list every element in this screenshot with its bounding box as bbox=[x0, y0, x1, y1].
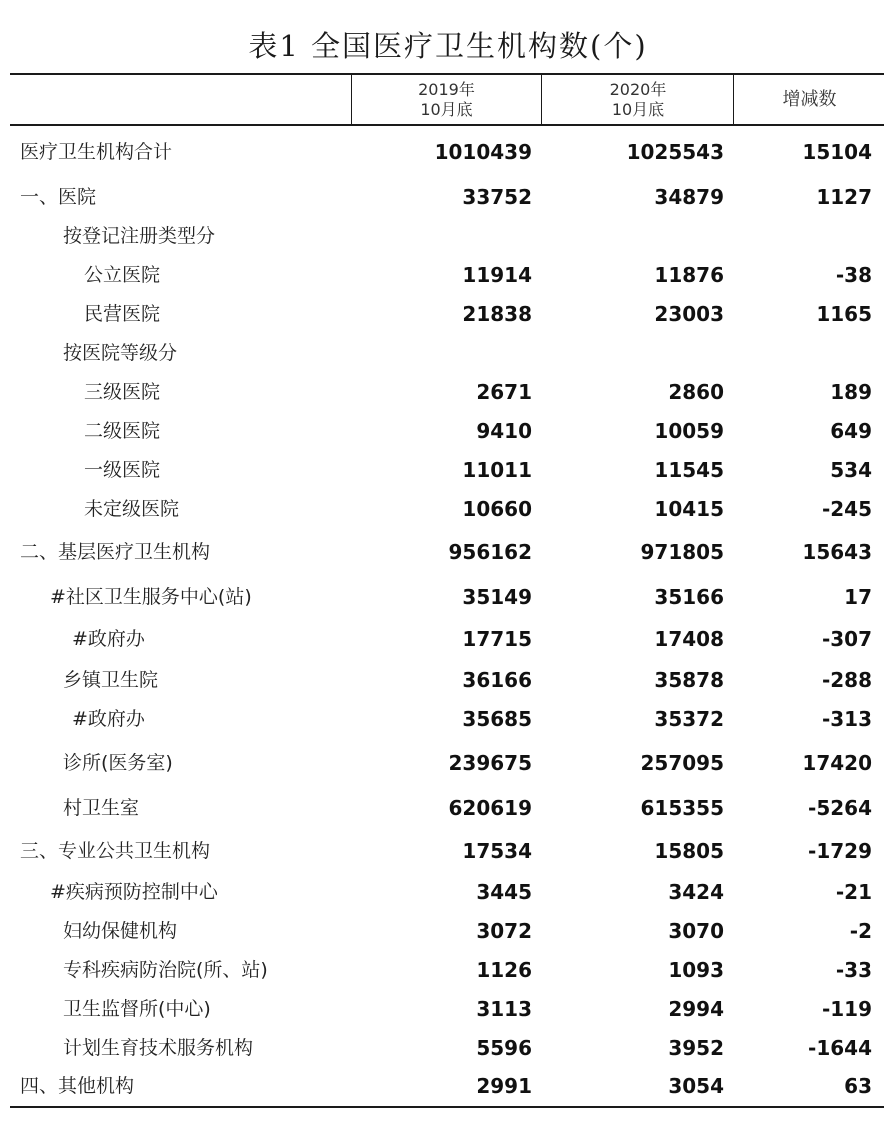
value-2019 bbox=[362, 221, 532, 251]
header-change bbox=[735, 75, 884, 124]
value-2020: 35372 bbox=[654, 707, 724, 731]
table-row bbox=[10, 377, 884, 407]
value-change: -245 bbox=[821, 497, 872, 521]
value-2019: 239675 bbox=[448, 751, 532, 775]
row-label: 村卫生室 bbox=[63, 797, 140, 819]
value-2020: 2860 bbox=[668, 380, 724, 404]
value-2019: 33752 bbox=[462, 185, 532, 209]
value-2019: 5596 bbox=[476, 1036, 532, 1060]
value-2020: 11876 bbox=[654, 263, 724, 287]
row-label: 四、其他机构 bbox=[20, 1075, 135, 1097]
value-change: 534 bbox=[830, 458, 872, 482]
value-change: -21 bbox=[835, 880, 872, 904]
value-change: 15104 bbox=[802, 140, 872, 164]
value-2020: 3054 bbox=[668, 1074, 724, 1098]
value-change: 649 bbox=[830, 419, 872, 443]
value-2020: 17408 bbox=[654, 627, 724, 651]
row-label: 二、基层医疗卫生机构 bbox=[20, 541, 211, 563]
row-label: #政府办 bbox=[72, 708, 145, 730]
value-change: -5264 bbox=[808, 796, 872, 820]
value-2019: 2991 bbox=[476, 1074, 532, 1098]
value-2019: 36166 bbox=[462, 668, 532, 692]
value-2019: 956162 bbox=[448, 540, 532, 564]
row-label: 诊所(医务室) bbox=[63, 752, 173, 774]
row-label: 一、医院 bbox=[20, 186, 97, 208]
value-2020: 1093 bbox=[668, 958, 724, 982]
value-2020: 2994 bbox=[668, 997, 724, 1021]
row-label: 公立医院 bbox=[84, 264, 161, 286]
value-2020 bbox=[554, 338, 724, 368]
table-title: 表1 全国医疗卫生机构数(个) bbox=[248, 29, 648, 63]
value-change: -1644 bbox=[808, 1036, 872, 1060]
table-row bbox=[10, 955, 884, 985]
row-label: #政府办 bbox=[72, 628, 145, 650]
table-row bbox=[10, 494, 884, 524]
header-change-label: 增减数 bbox=[782, 88, 837, 110]
header-2020 bbox=[543, 75, 734, 124]
value-2020: 971805 bbox=[640, 540, 724, 564]
value-change: -33 bbox=[835, 958, 872, 982]
table-row bbox=[10, 1071, 884, 1101]
table-row bbox=[10, 455, 884, 485]
header-2020-year: 2020年 bbox=[609, 79, 667, 99]
value-2019: 35149 bbox=[462, 585, 532, 609]
value-2019: 35685 bbox=[462, 707, 532, 731]
value-2020: 35878 bbox=[654, 668, 724, 692]
value-change: -119 bbox=[821, 997, 872, 1021]
value-change: -313 bbox=[821, 707, 872, 731]
table-row bbox=[10, 137, 884, 167]
value-change bbox=[732, 221, 872, 251]
row-label: 专科疾病防治院(所、站) bbox=[63, 959, 268, 981]
header-2019-month: 10月底 bbox=[420, 99, 473, 119]
table-row bbox=[10, 299, 884, 329]
value-2019: 11914 bbox=[462, 263, 532, 287]
value-2019: 11011 bbox=[462, 458, 532, 482]
value-2019: 9410 bbox=[476, 419, 532, 443]
value-2020: 3070 bbox=[668, 919, 724, 943]
value-2019: 3072 bbox=[476, 919, 532, 943]
value-2019 bbox=[362, 338, 532, 368]
value-2020: 3424 bbox=[668, 880, 724, 904]
value-change: 15643 bbox=[802, 540, 872, 564]
table-row bbox=[10, 748, 884, 778]
value-2020: 615355 bbox=[640, 796, 724, 820]
value-2020: 257095 bbox=[640, 751, 724, 775]
value-2020: 23003 bbox=[654, 302, 724, 326]
table-row bbox=[10, 582, 884, 612]
table-row bbox=[10, 260, 884, 290]
value-change: 17420 bbox=[802, 751, 872, 775]
row-label: 一级医院 bbox=[84, 459, 161, 481]
table-row bbox=[10, 916, 884, 946]
value-2019: 21838 bbox=[462, 302, 532, 326]
row-label: #疾病预防控制中心 bbox=[50, 881, 218, 903]
row-label: 三、专业公共卫生机构 bbox=[20, 840, 211, 862]
row-label: #社区卫生服务中心(站) bbox=[50, 586, 252, 608]
table-row bbox=[10, 1033, 884, 1063]
header-label-column bbox=[10, 75, 352, 124]
value-2020: 34879 bbox=[654, 185, 724, 209]
table-row bbox=[10, 624, 884, 654]
value-2020: 35166 bbox=[654, 585, 724, 609]
value-2020: 11545 bbox=[654, 458, 724, 482]
header-2019-year: 2019年 bbox=[418, 79, 475, 99]
table-row bbox=[10, 665, 884, 695]
value-change: 63 bbox=[844, 1074, 872, 1098]
row-label: 医疗卫生机构合计 bbox=[20, 141, 173, 163]
value-2019: 1126 bbox=[476, 958, 532, 982]
value-2019: 1010439 bbox=[434, 140, 532, 164]
row-label: 乡镇卫生院 bbox=[63, 669, 159, 691]
value-2019: 17715 bbox=[462, 627, 532, 651]
value-2019: 17534 bbox=[462, 839, 532, 863]
value-2019: 3445 bbox=[476, 880, 532, 904]
value-change: 1165 bbox=[816, 302, 872, 326]
row-label: 按医院等级分 bbox=[63, 342, 178, 364]
value-change bbox=[732, 338, 872, 368]
row-label: 卫生监督所(中心) bbox=[63, 998, 211, 1020]
header-2019 bbox=[352, 75, 542, 124]
table-row bbox=[10, 416, 884, 446]
value-2020: 15805 bbox=[654, 839, 724, 863]
table-row bbox=[10, 182, 884, 212]
row-label: 按登记注册类型分 bbox=[63, 225, 216, 247]
header-2020-month: 10月底 bbox=[611, 99, 665, 119]
table-row bbox=[10, 793, 884, 823]
row-label: 三级医院 bbox=[84, 381, 161, 403]
value-change: -288 bbox=[821, 668, 872, 692]
value-change: -307 bbox=[821, 627, 872, 651]
row-label: 二级医院 bbox=[84, 420, 161, 442]
row-label: 妇幼保健机构 bbox=[63, 920, 178, 942]
row-label: 计划生育技术服务机构 bbox=[63, 1037, 254, 1059]
value-2020: 1025543 bbox=[626, 140, 724, 164]
value-2019: 3113 bbox=[476, 997, 532, 1021]
table-row bbox=[10, 221, 884, 251]
value-change: -2 bbox=[849, 919, 872, 943]
table-row bbox=[10, 704, 884, 734]
value-change: 189 bbox=[830, 380, 872, 404]
value-2019: 620619 bbox=[448, 796, 532, 820]
table-row bbox=[10, 537, 884, 567]
value-change: -38 bbox=[835, 263, 872, 287]
table-row bbox=[10, 877, 884, 907]
value-change: 1127 bbox=[816, 185, 872, 209]
row-label: 未定级医院 bbox=[84, 498, 180, 520]
value-2020: 10415 bbox=[654, 497, 724, 521]
value-2020: 10059 bbox=[654, 419, 724, 443]
value-2019: 2671 bbox=[476, 380, 532, 404]
table-row bbox=[10, 836, 884, 866]
value-2019: 10660 bbox=[462, 497, 532, 521]
bottom-rule bbox=[10, 1106, 884, 1108]
row-label: 民营医院 bbox=[84, 303, 161, 325]
value-change: 17 bbox=[844, 585, 872, 609]
table-row bbox=[10, 338, 884, 368]
table-row bbox=[10, 994, 884, 1024]
value-change: -1729 bbox=[808, 839, 872, 863]
header-rule bbox=[10, 124, 884, 126]
value-2020 bbox=[554, 221, 724, 251]
value-2020: 3952 bbox=[668, 1036, 724, 1060]
